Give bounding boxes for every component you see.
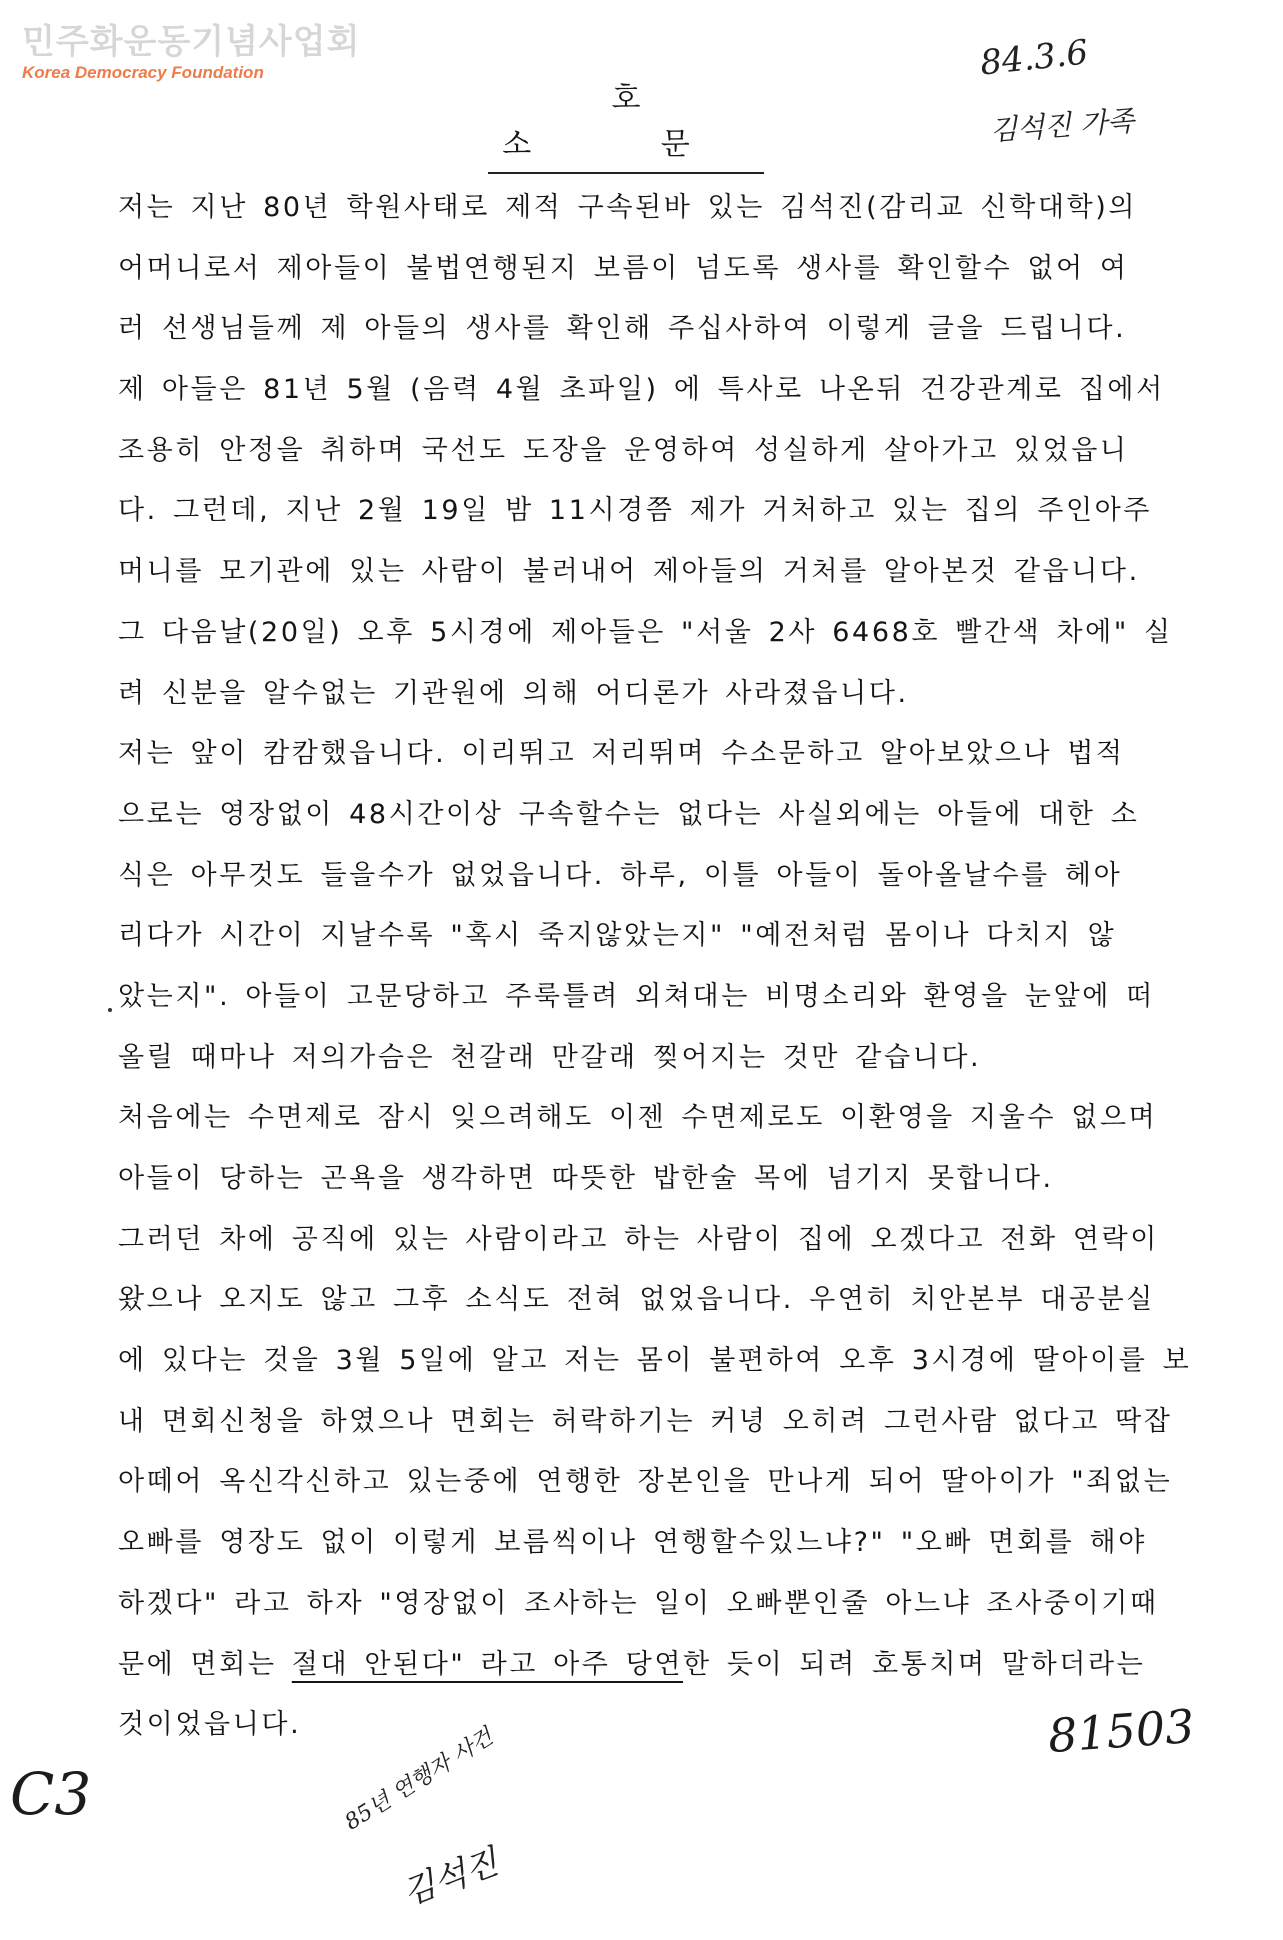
body-line: 에 있다는 것을 3월 5일에 알고 저는 몸이 불편하여 오후 3시경에 딸아이를 보	[118, 1345, 1192, 1377]
handwritten-margin-mark: C3	[10, 1760, 92, 1828]
body-line: 으로는 영장없이 48시간이상 구속할수는 없다는 사실외에는 아들에 대한 소	[118, 798, 1140, 830]
body-line: 러 선생님들께 제 아들의 생사를 확인해 주십사하여 이렇게 글을 드립니다.	[118, 313, 1127, 345]
body-line: 려 신분을 알수없는 기관원에 의해 어디론가 사라졌읍니다.	[118, 677, 909, 709]
document-title: 호 소 문	[488, 76, 764, 174]
body-line: 제 아들은 81년 5월 (음력 4월 초파일) 에 특사로 나온뒤 건강관계로 집에서	[118, 374, 1165, 406]
body-line: 다. 그런데, 지난 2월 19일 밤 11시경쯤 제가 거처하고 있는 집의 주인아주	[118, 495, 1152, 527]
body-line: 머니를 모기관에 있는 사람이 불러내어 제아들의 거처를 알아본것 같읍니다.	[118, 556, 1140, 588]
watermark-logo	[22, 22, 361, 84]
body-line: 올릴 때마나 저의가슴은 천갈래 만갈래 찢어지는 것만 같습니다.	[118, 1041, 982, 1073]
handwritten-family-name: 김석진 가족	[989, 104, 1136, 147]
handwritten-bottom-note: 85년 연행자 사건	[340, 1724, 498, 1836]
body-line-segment: 문에 면회는	[118, 1648, 292, 1680]
handwritten-date: 84.3.6	[978, 32, 1090, 84]
stray-ink-mark	[108, 1008, 112, 1012]
body-line: 하겠다" 라고 하자 "영장없이 조사하는 일이 오빠뿐인줄 아느냐 조사중이기때	[118, 1587, 1159, 1619]
watermark-korean-text: 민주화운동기념사업회	[22, 22, 361, 62]
letter-body	[118, 178, 1238, 1756]
body-line: 았는지". 아들이 고문당하고 주룩틀려 외쳐대는 비명소리와 환영을 눈앞에 떠	[118, 980, 1155, 1012]
body-line: 오빠를 영장도 없이 이렇게 보름씩이나 연행할수있느냐?" "오빠 면회를 해야	[118, 1527, 1147, 1559]
body-line	[118, 1635, 1238, 1696]
body-line: 내 면회신청을 하였으나 면회는 허락하기는 커녕 오히려 그런사람 없다고 딱잡	[118, 1405, 1173, 1437]
handwritten-document-number: 81503	[1046, 1698, 1197, 1764]
body-line: 저는 지난 80년 학원사태로 제적 구속된바 있는 김석진(감리교 신학대학)의	[118, 192, 1138, 223]
body-line-segment: 한 듯이 되려 호통치며 말하더라는	[683, 1648, 1146, 1680]
body-line: 조용히 안정을 취하며 국선도 도장을 운영하여 성실하게 살아가고 있었읍니	[118, 434, 1129, 466]
body-line: 저는 앞이 캄캄했읍니다. 이리뛰고 저리뛰며 수소문하고 알아보았으나 법적	[118, 738, 1125, 770]
body-line: 아떼어 옥신각신하고 있는중에 연행한 장본인을 만나게 되어 딸아이가 "죄없는	[118, 1466, 1173, 1498]
body-line: 왔으나 오지도 않고 그후 소식도 전혀 없었읍니다. 우연히 치안본부 대공분실	[118, 1284, 1155, 1316]
body-line: 어머니로서 제아들이 불법연행된지 보름이 넘도록 생사를 확인할수 없어 여	[118, 252, 1129, 284]
watermark-english-text: Korea Democracy Foundation	[22, 63, 264, 82]
handwritten-bottom-name: 김석진	[397, 1842, 504, 1914]
body-line: 리다가 시간이 지날수록 "혹시 죽지않았는지" "예전처럼 몸이나 다치지 않	[118, 920, 1117, 952]
underlined-phrase: 절대 안된다" 라고 아주 당연	[291, 1648, 684, 1680]
body-line: 것이었읍니다.	[118, 1709, 302, 1741]
body-line: 아들이 당하는 곤욕을 생각하면 따뜻한 밥한술 목에 넘기지 못합니다.	[118, 1163, 1054, 1194]
body-line: 그 다음날(20일) 오후 5시경에 제아들은 "서울 2사 6468호 빨간색 차에" 실	[118, 616, 1173, 648]
body-line: 그러던 차에 공직에 있는 사람이라고 하는 사람이 집에 오겠다고 전화 연락이	[118, 1223, 1159, 1255]
body-line: 식은 아무것도 들을수가 없었읍니다. 하루, 이틀 아들이 돌아올날수를 헤아	[118, 859, 1123, 891]
body-line: 처음에는 수면제로 잠시 잊으려해도 이젠 수면제로도 이환영을 지울수 없으며	[118, 1102, 1158, 1134]
